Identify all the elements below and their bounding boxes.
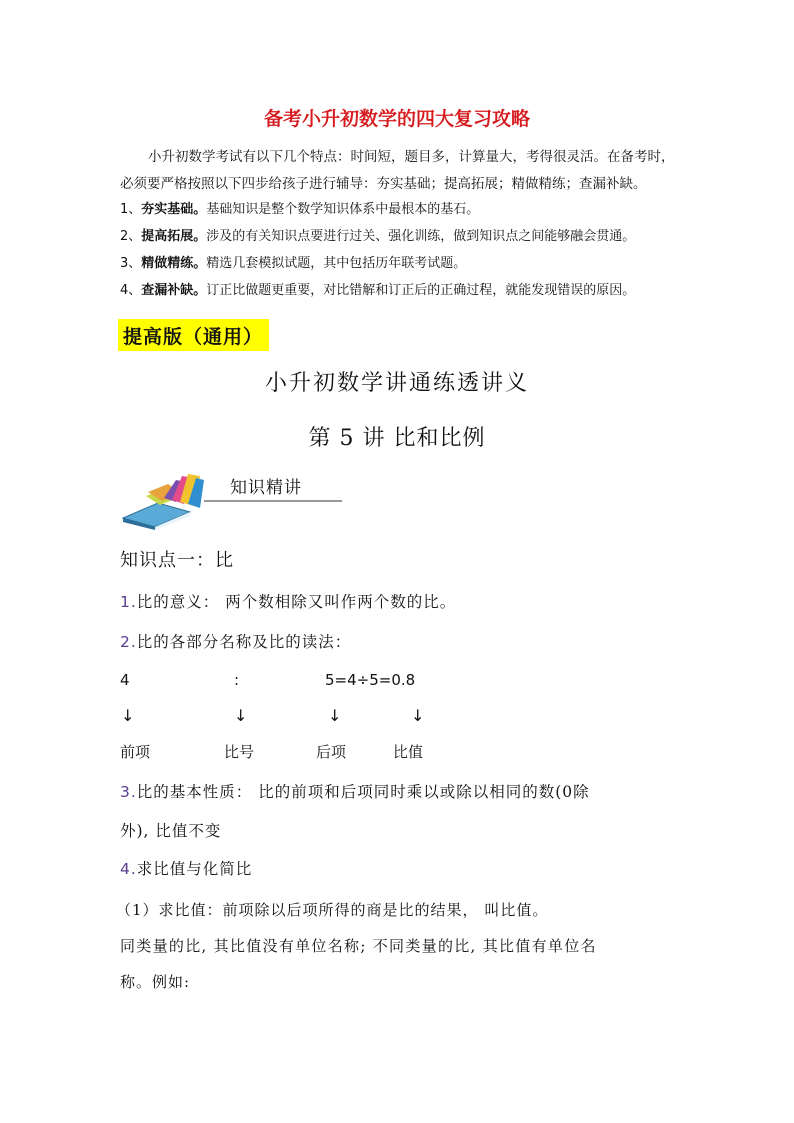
down-arrow-icon: ↓ xyxy=(121,706,135,725)
sub-item-1: （1）求比值：前项除以后项所得的商是比的结果， 叫比值。 xyxy=(116,901,549,919)
intro-line-1: 小升初数学考试有以下几个特点：时间短，题目多，计算量大，考得很灵活。在备考时， xyxy=(148,149,675,165)
version-badge: 提高版（通用） xyxy=(118,319,269,351)
tip-item: 2、提高拓展。涉及的有关知识点要进行过关、强化训练，做到知识点之间能够融会贯通。 xyxy=(120,229,636,244)
down-arrow-icon: ↓ xyxy=(234,706,248,725)
label-ratio-sign: 比号 xyxy=(224,743,255,761)
item-2: 2.比的各部分名称及比的读法： xyxy=(120,633,352,651)
item-1: 1.比的意义： 两个数相除又叫作两个数的比。 xyxy=(120,593,457,611)
item-4: 4.求比值与化简比 xyxy=(120,860,253,878)
label-ratio-value: 比值 xyxy=(393,743,424,761)
paragraph-line-2: 称。例如: xyxy=(120,973,191,991)
tip-item: 1、夯实基础。基础知识是整个数学知识体系中最根本的基石。 xyxy=(120,202,480,217)
tip-item: 3、精做精练。精选几套模拟试题，其中包括历年联考试题。 xyxy=(120,256,467,271)
knowledge-point-heading: 知识点一：比 xyxy=(120,550,234,571)
tip-item: 4、查漏补缺。订正比做题更重要，对比错解和订正后的正确过程，就能发现错误的原因。 xyxy=(120,283,636,298)
label-back-term: 后项 xyxy=(316,743,347,761)
document-subtitle: 小升初数学讲通练透讲义 xyxy=(264,371,529,396)
down-arrow-icon: ↓ xyxy=(328,706,342,725)
intro-paragraph xyxy=(120,144,680,198)
lesson-title: 第 5 讲 比和比例 xyxy=(308,426,486,451)
ratio-term-back: 5=4÷5=0.8 xyxy=(325,671,416,689)
intro-line-2: 必须要严格按照以下四步给孩子进行辅导：夯实基础；提高拓展；精做精练；查漏补缺。 xyxy=(120,176,647,192)
banner-title: 知识精讲 xyxy=(230,478,302,498)
down-arrow-icon: ↓ xyxy=(411,706,425,725)
main-title: 备考小升初数学的四大复习攻略 xyxy=(263,108,530,130)
item-3: 3.比的基本性质： 比的前项和后项同时乘以或除以相同的数(0除 xyxy=(120,783,590,801)
item-3-continuation: 外), 比值不变 xyxy=(120,822,222,840)
paragraph-line-1: 同类量的比, 其比值没有单位名称; 不同类量的比, 其比值有单位名 xyxy=(120,937,597,955)
label-front-term: 前项 xyxy=(120,743,151,761)
ratio-colon: : xyxy=(234,671,240,689)
tips-list xyxy=(120,196,635,304)
ratio-term-front: 4 xyxy=(120,671,130,689)
